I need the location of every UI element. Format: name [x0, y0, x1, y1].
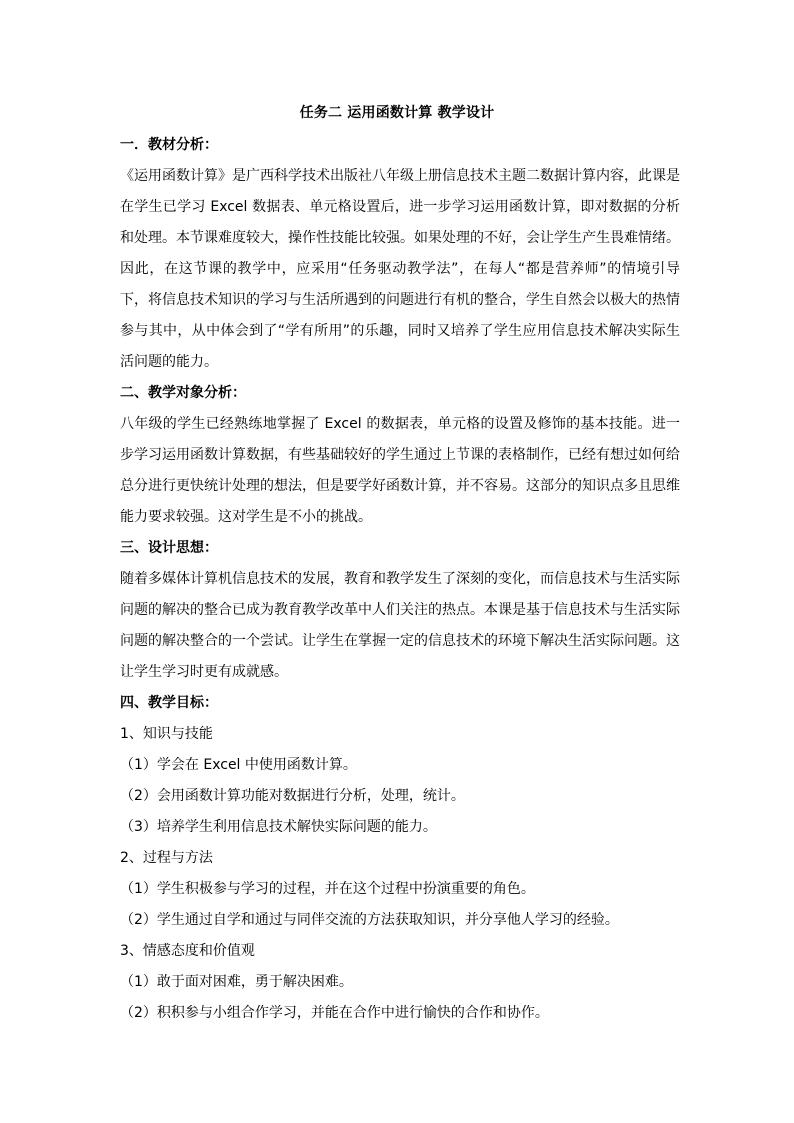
section-heading-teaching-goals: 四、教学目标：	[120, 695, 218, 711]
document-title: 任务二 运用函数计算 教学设计	[299, 105, 495, 121]
goal-item: （1）学会在 Excel 中使用函数计算。	[120, 757, 357, 773]
section-paragraph-design-idea: 随着多媒体计算机信息技术的发展，教育和教学发生了深刻的变化，而信息技术与生活实际问题的解决的整合已成为教育教学改革中人们关注的热点。本课是基于信息技术与生活实际问题的解决整合的一个尝试。让学生在掌握一定的信息技术的环境下解决生活实际问题。这让学生学习时更有成就感。	[120, 571, 680, 680]
goal-group-title-knowledge: 1、知识与技能	[120, 726, 213, 742]
goal-item: （2）会用函数计算功能对数据进行分析，处理，统计。	[120, 788, 465, 804]
section-heading-design-idea: 三、设计思想：	[120, 540, 218, 556]
goal-item: （2）积积参与小组合作学习，并能在合作中进行愉快的合作和协作。	[120, 1005, 549, 1021]
section-heading-textbook-analysis: 一．教材分析：	[120, 137, 218, 153]
goal-item: （2）学生通过自学和通过与同伴交流的方法获取知识，并分享他人学习的经验。	[120, 912, 619, 928]
section-paragraph-textbook-analysis: 《运用函数计算》是广西科学技术出版社八年级上册信息技术主题二数据计算内容，此课是在学生已学习 Excel 数据表、单元格设置后，进一步学习运用函数计算，即对数据的分析和处理。本节课难度较大，操作性技能比较强。如果处理的不好，会让学生产生畏难情绪。因此，在这节课的教学中，应采用“任务驱动教学法”，在每人“都是营养师”的情境引导下，将信息技术知识的学习与生活所遇到的问题进行有机的整合，学生自然会以极大的热情参与其中，从中体会到了“学有所用”的乐趣，同时又培养了学生应用信息技术解决实际生活问题的能力。	[120, 168, 680, 370]
goal-item: （1）学生积极参与学习的过程，并在这个过程中扮演重要的角色。	[120, 881, 535, 897]
section-paragraph-student-analysis: 八年级的学生已经熟练地掌握了 Excel 的数据表，单元格的设置及修饰的基本技能。进一步学习运用函数计算数据，有些基础较好的学生通过上节课的表格制作，已经有想过如何给总分进行更快统计处理的想法，但是要学好函数计算，并不容易。这部分的知识点多且思维能力要求较强。这对学生是不小的挑战。	[120, 416, 680, 525]
goal-group-title-attitude: 3、情感态度和价值观	[120, 943, 255, 959]
goal-item: （3）培养学生利用信息技术解快实际问题的能力。	[120, 819, 437, 835]
section-heading-student-analysis: 二、教学对象分析：	[120, 385, 246, 401]
goal-item: （1）敢于面对困难，勇于解决困难。	[120, 974, 353, 990]
goal-group-title-process: 2、过程与方法	[120, 850, 213, 866]
document-body	[120, 130, 680, 1029]
